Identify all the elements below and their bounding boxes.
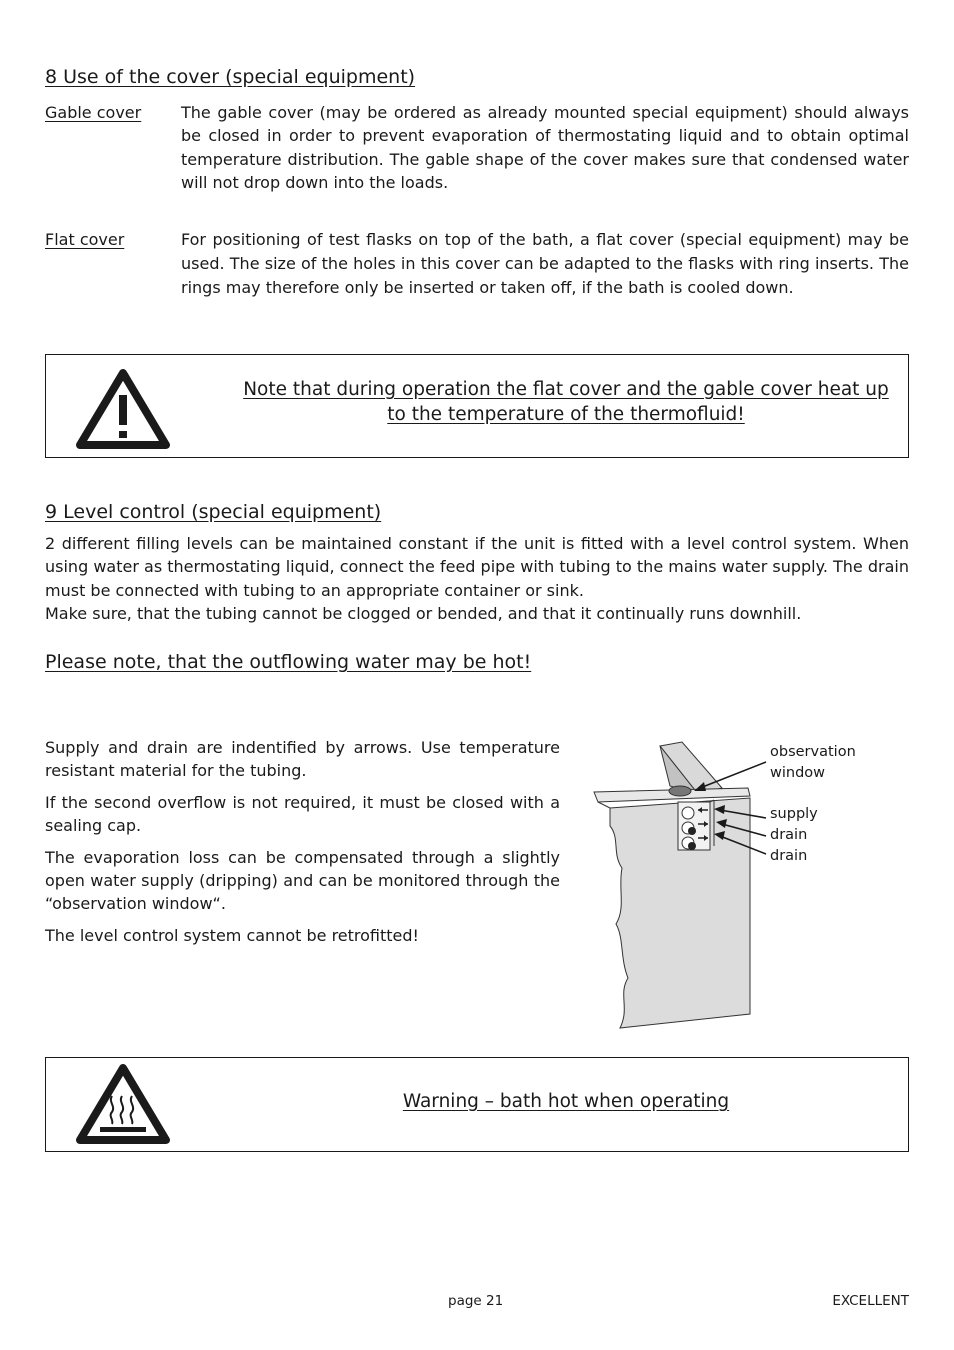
product-name: EXCELLENT [832,1293,909,1309]
exclamation-triangle-icon [74,365,172,453]
level-control-paragraph-1: 2 different filling levels can be maintained constant if the unit is fitted with a level control system. When using water as thermostating liquid, connect the feed pipe with tubing to the mains water supply. The drain must be connected with tubing to an appropriate container or sink. [45,534,909,600]
cover-heat-warning-line1: Note that during operation the flat cover and the gable cover heat up [243,379,889,400]
level-control-intro [45,532,909,626]
drain-label-1: drain [770,827,808,843]
gable-cover-text [181,101,909,195]
retrofit-paragraph: The level control system cannot be retrofitted! [45,925,419,945]
cover-heat-warning-line2: to the temperature of the thermofluid! [387,404,745,425]
observation-window-label [770,742,856,784]
gable-cover-term: Gable cover [45,103,142,122]
hot-bath-warning-box [45,1057,909,1152]
flat-cover-term: Flat cover [45,230,125,249]
level-control-details [45,736,560,947]
supply-drain-paragraph: Supply and drain are indentified by arrows. Use temperature resistant material for the tubing. [45,738,560,781]
observation-label-line2: window [770,765,826,781]
hot-bath-warning-text: Warning – bath hot when operating [402,1091,730,1112]
drain-label-2: drain [770,848,808,864]
section-9-heading: 9 Level control (special equipment) [45,501,382,523]
cover-heat-warning-text [226,377,906,427]
second-overflow-paragraph: If the second overflow is not required, it must be closed with a sealing cap. [45,792,560,836]
level-control-paragraph-2: Make sure, that the tubing cannot be clogged or bended, and that it continually runs downhill. [45,604,802,624]
connector-labels [770,804,818,867]
flat-cover-text [181,228,909,300]
figure-leader-lines [680,750,780,870]
observation-label-line1: observation [770,744,856,760]
hot-surface-warning-icon [74,1060,172,1148]
flat-cover-paragraph: For positioning of test flasks on top of the bath, a flat cover (special equipment) may be used. The size of the holes in this cover can be adapted to the flasks with ring inserts. The rings may therefore only be inserted or taken off, if the bath is cooled down. [181,230,909,297]
page-number: page 21 [448,1293,504,1309]
hot-water-note: Please note, that the outflowing water may be hot! [45,651,532,673]
section-8-heading: 8 Use of the cover (special equipment) [45,66,416,88]
supply-label: supply [770,806,818,822]
cover-heat-warning-box [45,354,909,458]
evaporation-paragraph: The evaporation loss can be compensated through a slightly open water supply (dripping) and can be monitored through the “observation window“. [45,847,560,914]
gable-cover-paragraph: The gable cover (may be ordered as already mounted special equipment) should always be closed in order to prevent evaporation of thermostating liquid and to obtain optimal temperature distribution. The gable shape of the cover makes sure that condensed water will not drop down into the loads. [181,103,909,193]
